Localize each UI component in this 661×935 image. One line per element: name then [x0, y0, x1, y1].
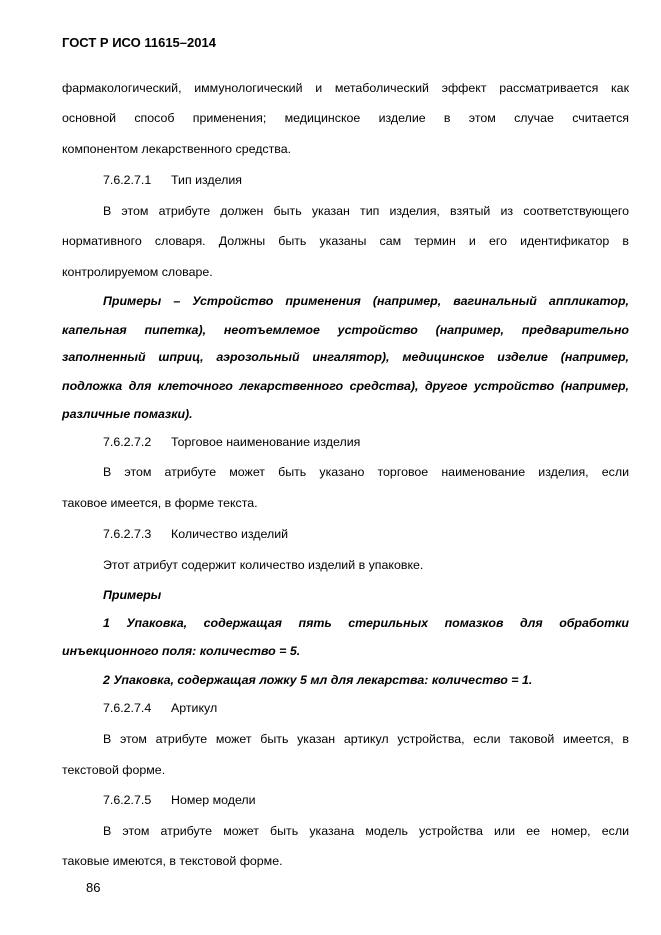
document-header: ГОСТ Р ИСО 11615–2014 [62, 35, 216, 50]
body-line: основной способ применения; медицинское изделие в этом случае считается [62, 111, 629, 125]
example-line: различные помазки). [62, 407, 193, 421]
example-line: инъекционного поля: количество = 5. [62, 644, 301, 658]
section-number: 7.6.2.7.5 [103, 793, 152, 807]
example-line: 1 Упаковка, содержащая пять стерильных помазков для обработки [103, 616, 629, 630]
body-line: В этом атрибуте должен быть указан тип изделия, взятый из соответствующего [103, 204, 629, 218]
section-title: Номер модели [171, 793, 256, 807]
section-heading [103, 792, 629, 808]
example-line: капельная пипетка), неотъемлемое устройство (например, предварительно [62, 323, 629, 337]
page-number: 86 [86, 880, 101, 895]
body-line: контролируемом словаре. [62, 265, 213, 279]
section-heading [103, 172, 629, 188]
example-line: Примеры – Устройство применения (например, вагинальный аппликатор, [103, 294, 629, 308]
body-line: таковое имеется, в форме текста. [62, 496, 258, 510]
section-title: Торговое наименование изделия [171, 435, 361, 449]
section-number: 7.6.2.7.3 [103, 527, 152, 541]
body-line: компонентом лекарственного средства. [62, 142, 292, 156]
example-line: подложка для клеточного лекарственного средства), другое устройство (например, [62, 379, 629, 393]
example-line: заполненный шприц, аэрозольный ингалятор), медицинское изделие (например, [62, 350, 629, 364]
body-line: текстовой форме. [62, 763, 166, 777]
section-number: 7.6.2.7.1 [103, 173, 152, 187]
body-line: В этом атрибуте может быть указан артикул устройства, если таковой имеется, в [103, 732, 629, 746]
section-title: Тип изделия [171, 173, 242, 187]
section-number: 7.6.2.7.2 [103, 435, 152, 449]
body-line: фармакологический, иммунологический и метаболический эффект рассматривается как [62, 81, 629, 95]
section-heading [103, 434, 629, 450]
body-line: В этом атрибуте может быть указана модель устройства или ее номер, если [103, 824, 629, 838]
section-number: 7.6.2.7.4 [103, 701, 152, 715]
examples-label: Примеры [103, 588, 162, 602]
section-title: Количество изделий [171, 527, 289, 541]
body-line: нормативного словаря. Должны быть указаны сам термин и его идентификатор в [62, 234, 629, 248]
body-line: В этом атрибуте может быть указано торговое наименование изделия, если [103, 465, 629, 479]
body-line: Этот атрибут содержит количество изделий в упаковке. [103, 558, 424, 572]
section-heading [103, 526, 629, 542]
body-line: таковые имеются, в текстовой форме. [62, 854, 283, 868]
section-title: Артикул [171, 701, 218, 715]
section-heading [103, 700, 629, 716]
example-line: 2 Упаковка, содержащая ложку 5 мл для лекарства: количество = 1. [103, 673, 533, 687]
